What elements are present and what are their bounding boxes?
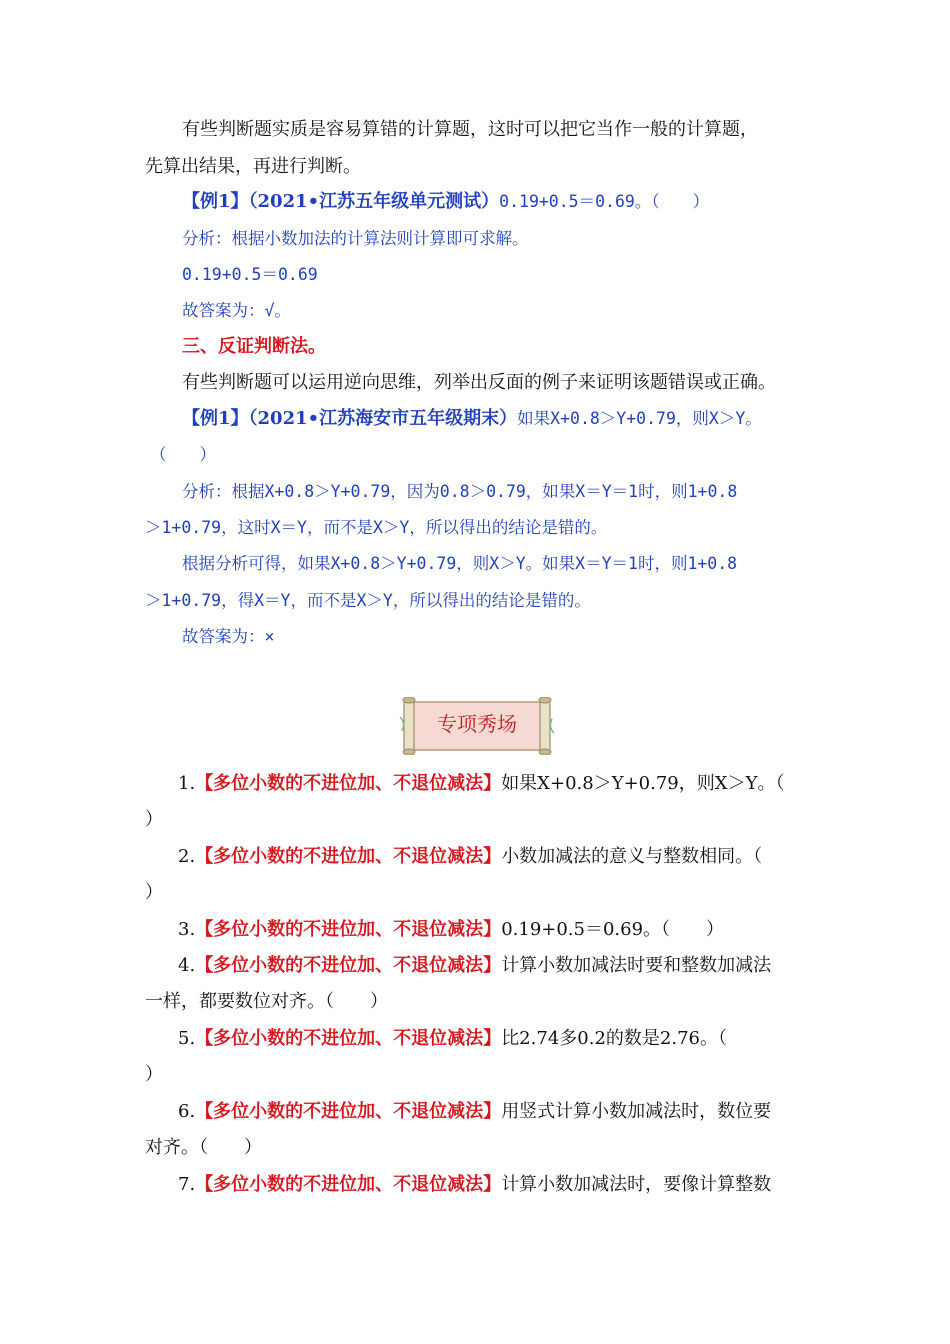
exercise-tag: 【多位小数的不进位加、不退位减法】 <box>195 1101 502 1122</box>
exercise-continuation: 一样，都要数位对齐。（ ） <box>145 991 388 1012</box>
exercise-number: 3. <box>178 919 196 940</box>
exercise-number: 1. <box>178 773 196 794</box>
exercise-number: 4. <box>178 955 196 976</box>
section-banner <box>398 697 556 755</box>
exercise-tag: 【多位小数的不进位加、不退位减法】 <box>195 846 502 867</box>
exercise-item <box>178 954 771 978</box>
exercise-text: 计算小数加减法时要和整数加减法 <box>501 955 772 976</box>
section3-desc: 有些判断题可以运用逆向思维，列举出反面的例子来证明该题错误或正确。 <box>182 372 776 393</box>
example2-solution-1: 根据分析可得，如果X+0.8＞Y+0.79，则X＞Y。如果X＝Y＝1时，则1+0.8 <box>182 554 738 573</box>
exercise-tag: 【多位小数的不进位加、不退位减法】 <box>195 1174 502 1195</box>
exercise-number: 6. <box>178 1101 196 1122</box>
exercise-tag: 【多位小数的不进位加、不退位减法】 <box>195 1028 502 1049</box>
intro-line-2: 先算出结果，再进行判断。 <box>145 156 361 177</box>
exercise-text: 小数加减法的意义与整数相同。（ <box>501 846 763 867</box>
exercise-continuation: 对齐。（ ） <box>145 1137 262 1158</box>
exercise-text: 比2.74多0.2的数是2.76。（ <box>501 1028 727 1049</box>
section3-heading: 三、反证判断法。 <box>182 336 326 357</box>
example2-paren: （ ） <box>150 445 216 464</box>
exercise-text: 计算小数加减法时，要像计算整数 <box>501 1174 772 1195</box>
example1-calc: 0.19+0.5＝0.69 <box>182 265 318 284</box>
example1-analysis: 分析：根据小数加法的计算法则计算即可求解。 <box>182 229 529 248</box>
exercise-number: 5. <box>178 1028 196 1049</box>
example2-answer: 故答案为：× <box>182 627 275 646</box>
exercise-text: 用竖式计算小数加减法时，数位要 <box>501 1101 772 1122</box>
exercise-number: 7. <box>178 1174 196 1195</box>
exercise-item <box>178 1100 771 1124</box>
exercise-item <box>178 1173 771 1197</box>
example2-analysis-2: ＞1+0.79，这时X＝Y，而不是X＞Y，所以得出的结论是错的。 <box>145 518 608 537</box>
exercise-text: 0.19+0.5＝0.69。（ ） <box>501 919 725 940</box>
exercise-item <box>178 772 784 796</box>
exercise-item <box>178 918 724 942</box>
example1-question: 0.19+0.5＝0.69。（ ） <box>499 192 710 211</box>
example2-tag: 【例1】（2021•江苏海安市五年级期末） <box>182 408 518 429</box>
banner-title: 专项秀场 <box>437 712 517 736</box>
example1-tag: 【例1】（2021•江苏五年级单元测试） <box>182 191 500 212</box>
exercise-tag: 【多位小数的不进位加、不退位减法】 <box>195 955 502 976</box>
exercise-tag: 【多位小数的不进位加、不退位减法】 <box>195 919 502 940</box>
example2-question: 如果X+0.8＞Y+0.79，则X＞Y。 <box>517 409 762 428</box>
exercise-continuation: ） <box>145 1064 163 1085</box>
intro-line-1: 有些判断题实质是容易算错的计算题，这时可以把它当作一般的计算题， <box>182 119 758 140</box>
exercise-text: 如果X+0.8＞Y+0.79，则X＞Y。（ <box>501 773 785 794</box>
exercise-number: 2. <box>178 846 196 867</box>
exercise-tag: 【多位小数的不进位加、不退位减法】 <box>195 773 502 794</box>
example2-solution-2: ＞1+0.79，得X＝Y，而不是X＞Y，所以得出的结论是错的。 <box>145 591 591 610</box>
example1-line <box>182 190 709 214</box>
exercise-continuation: ） <box>145 882 163 903</box>
example2-line <box>182 407 762 431</box>
exercise-item <box>178 845 762 869</box>
example2-analysis-1: 分析：根据X+0.8＞Y+0.79，因为0.8＞0.79，如果X＝Y＝1时，则1+0.8 <box>182 482 738 501</box>
exercise-item <box>178 1027 727 1051</box>
example1-answer: 故答案为：√。 <box>182 301 291 320</box>
exercise-continuation: ） <box>145 809 163 830</box>
